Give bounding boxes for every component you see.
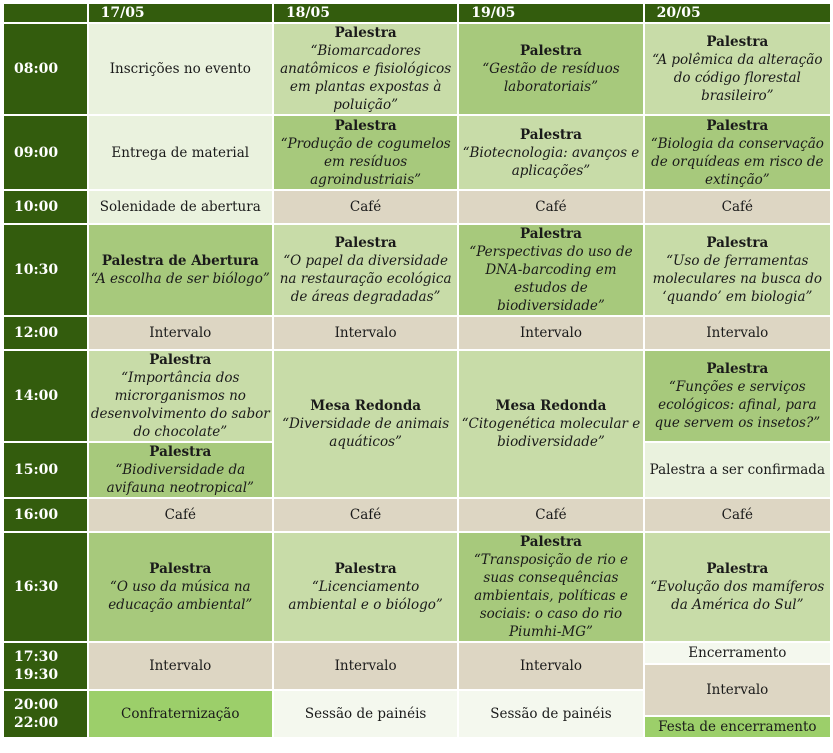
talk-description: “Uso de ferramentas moleculares na busca do ‘quando’ em biologia” bbox=[652, 253, 823, 305]
talk-title: Palestra bbox=[706, 117, 769, 134]
schedule-cell: Café bbox=[459, 499, 642, 531]
schedule-row bbox=[4, 533, 830, 641]
talk-description: “Perspectivas do uso de DNA-barcoding em estudos de biodiversidade” bbox=[469, 244, 633, 314]
talk-description: “Evolução dos mamíferos da América do Sul” bbox=[650, 579, 825, 613]
time-end: 22:00 bbox=[14, 715, 59, 731]
time-slot: 15:00 bbox=[4, 443, 87, 497]
schedule-cell bbox=[89, 533, 272, 641]
talk-description: “A polêmica da alteração do código florestal brasileiro” bbox=[652, 52, 823, 104]
schedule-cell: Confraternização bbox=[89, 691, 272, 737]
schedule-cell bbox=[459, 225, 642, 315]
time-slot: 16:30 bbox=[4, 533, 87, 641]
schedule-cell bbox=[274, 351, 457, 497]
schedule-cell bbox=[89, 225, 272, 315]
schedule-cell: Intervalo bbox=[459, 317, 642, 349]
schedule-cell: Entrega de material bbox=[89, 116, 272, 189]
talk-title: Palestra bbox=[706, 235, 769, 251]
day-header: 17/05 bbox=[89, 4, 272, 22]
talk-title: Mesa Redonda bbox=[310, 398, 422, 414]
time-slot bbox=[4, 643, 87, 689]
talk-description: “Importância dos microrganismos no desenvolvimento do sabor do chocolate” bbox=[90, 370, 270, 440]
talk-description: “Produção de cogumelos em resíduos agroindustriais” bbox=[280, 135, 451, 188]
schedule-cell bbox=[645, 24, 830, 114]
talk-description: “Licenciamento ambiental e o biólogo” bbox=[288, 579, 443, 613]
header-row bbox=[4, 4, 830, 22]
talk-title: Palestra bbox=[706, 561, 769, 577]
schedule-cell bbox=[274, 24, 457, 114]
schedule-cell: Intervalo bbox=[645, 317, 830, 349]
schedule-cell: Intervalo bbox=[459, 643, 642, 689]
schedule-cell bbox=[645, 351, 830, 441]
schedule-cell bbox=[89, 443, 272, 497]
talk-title: Palestra bbox=[334, 117, 397, 134]
schedule-cell bbox=[274, 533, 457, 641]
schedule-cell bbox=[459, 116, 642, 189]
schedule-cell: Café bbox=[89, 499, 272, 531]
schedule-cell bbox=[645, 533, 830, 641]
schedule-cell: Festa de encerramento bbox=[645, 717, 830, 737]
day-header: 19/05 bbox=[459, 4, 642, 22]
time-slot: 09:00 bbox=[4, 116, 87, 189]
schedule-cell: Café bbox=[274, 499, 457, 531]
schedule-cell bbox=[459, 351, 642, 497]
talk-description: “Diversidade de animais aquáticos” bbox=[282, 416, 450, 450]
schedule-cell bbox=[459, 533, 642, 641]
talk-title: Palestra bbox=[706, 34, 769, 50]
time-slot: 10:00 bbox=[4, 191, 87, 223]
talk-title: Palestra bbox=[149, 444, 212, 460]
schedule-row bbox=[4, 116, 830, 189]
talk-title: Palestra bbox=[519, 534, 582, 550]
talk-title: Palestra bbox=[706, 361, 769, 377]
talk-title: Palestra bbox=[334, 235, 397, 251]
schedule-cell bbox=[274, 225, 457, 315]
schedule-cell: Intervalo bbox=[89, 317, 272, 349]
talk-description: “Biotecnologia: avanços e aplicações” bbox=[462, 144, 640, 179]
schedule-cell: Intervalo bbox=[89, 643, 272, 689]
schedule-cell: Café bbox=[645, 499, 830, 531]
time-slot: 14:00 bbox=[4, 351, 87, 441]
talk-description: “Gestão de resíduos laboratoriais” bbox=[482, 61, 620, 95]
schedule-cell: Café bbox=[645, 191, 830, 223]
talk-title: Palestra bbox=[149, 352, 212, 368]
talk-description: “Transposição de rio e suas consequências ambientais, políticas e sociais: o caso do rio Piumhi-MG” bbox=[473, 552, 629, 640]
time-slot: 08:00 bbox=[4, 24, 87, 114]
talk-title: Palestra bbox=[334, 25, 397, 41]
schedule-cell: Palestra a ser confirmada bbox=[645, 443, 830, 497]
talk-title: Palestra bbox=[519, 43, 582, 59]
talk-description: “Biodiversidade da avifauna neotropical” bbox=[106, 462, 254, 496]
schedule-row bbox=[4, 191, 830, 223]
time-slot: 16:00 bbox=[4, 499, 87, 531]
schedule-cell: Sessão de painéis bbox=[459, 691, 642, 737]
talk-title: Palestra bbox=[149, 561, 212, 577]
talk-title: Palestra de Abertura bbox=[101, 253, 259, 269]
schedule-row bbox=[4, 225, 830, 315]
time-start: 20:00 bbox=[14, 697, 59, 713]
schedule-cell bbox=[89, 351, 272, 441]
schedule-cell: Café bbox=[459, 191, 642, 223]
talk-description: “O uso da música na educação ambiental” bbox=[108, 579, 253, 613]
talk-title: Palestra bbox=[334, 561, 397, 577]
schedule-cell: Solenidade de abertura bbox=[89, 191, 272, 223]
talk-description: “Funções e serviços ecológicos: afinal, para que servem os insetos?” bbox=[654, 379, 821, 431]
schedule-cell: Intervalo bbox=[274, 643, 457, 689]
schedule-cell: Inscrições no evento bbox=[89, 24, 272, 114]
talk-description: “A escolha de ser biólogo” bbox=[90, 271, 270, 287]
schedule-row bbox=[4, 317, 830, 349]
schedule-cell: Intervalo bbox=[645, 665, 830, 715]
schedule-row bbox=[4, 24, 830, 114]
talk-description: “O papel da diversidade na restauração ecológica de áreas degradadas” bbox=[279, 253, 452, 305]
day-header: 18/05 bbox=[274, 4, 457, 22]
schedule-cell bbox=[459, 24, 642, 114]
schedule-cell: Encerramento bbox=[645, 643, 830, 663]
schedule-table bbox=[2, 2, 832, 739]
schedule-cell: Café bbox=[274, 191, 457, 223]
schedule-cell bbox=[274, 116, 457, 189]
schedule-cell: Sessão de painéis bbox=[274, 691, 457, 737]
talk-title: Mesa Redonda bbox=[495, 398, 607, 414]
talk-description: “Biologia da conservação de orquídeas em risco de extinção” bbox=[650, 135, 824, 188]
schedule-row bbox=[4, 643, 830, 663]
talk-title: Palestra bbox=[519, 226, 582, 242]
talk-title: Palestra bbox=[519, 126, 582, 143]
time-end: 19:30 bbox=[14, 667, 59, 683]
schedule-cell: Intervalo bbox=[274, 317, 457, 349]
schedule-cell bbox=[645, 225, 830, 315]
schedule-cell bbox=[645, 116, 830, 189]
talk-description: “Biomarcadores anatômicos e fisiológicos em plantas expostas à poluição” bbox=[280, 43, 452, 113]
day-header: 20/05 bbox=[645, 4, 830, 22]
time-slot: 10:30 bbox=[4, 225, 87, 315]
time-slot bbox=[4, 691, 87, 737]
time-slot: 12:00 bbox=[4, 317, 87, 349]
time-start: 17:30 bbox=[14, 649, 59, 665]
talk-description: “Citogenética molecular e biodiversidade” bbox=[461, 416, 641, 450]
schedule-row bbox=[4, 499, 830, 531]
schedule-row bbox=[4, 351, 830, 441]
header-corner bbox=[4, 4, 87, 22]
